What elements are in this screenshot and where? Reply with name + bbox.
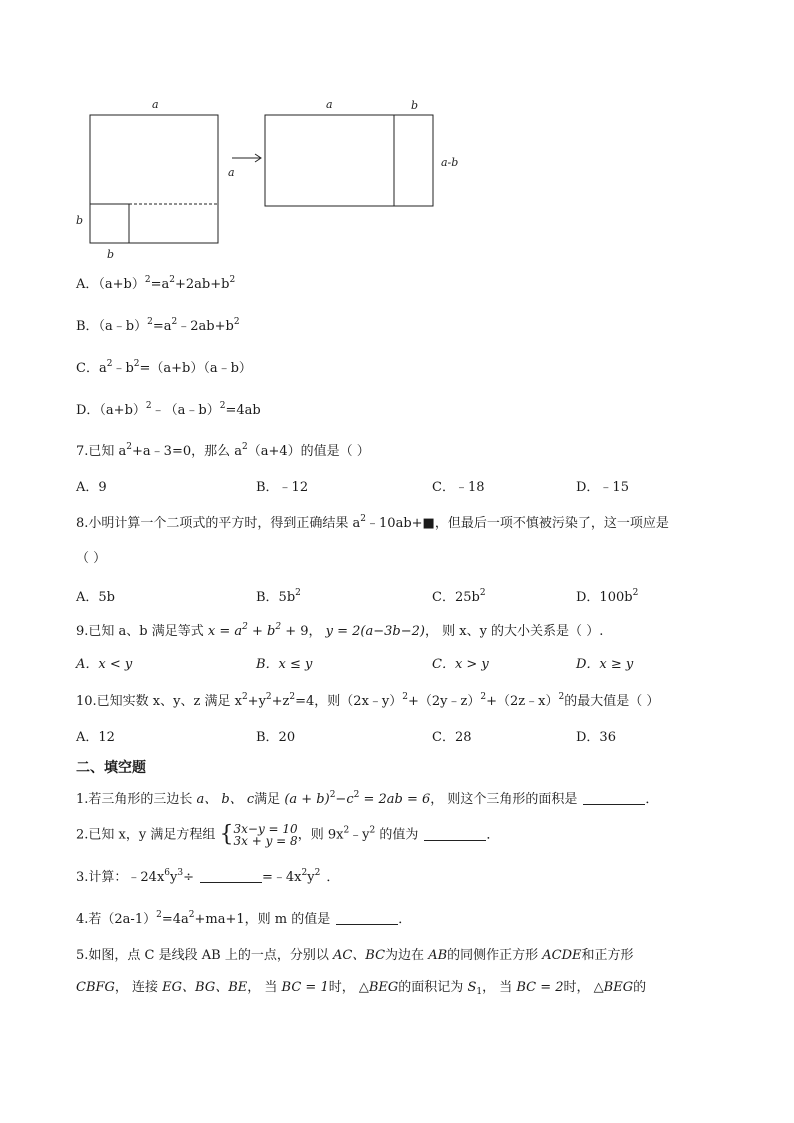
label-a-arrow: a — [228, 166, 235, 179]
q7-option-c: C．﹣18 — [432, 480, 485, 495]
q8-option-b: B．$5b^2$ — [256, 588, 301, 605]
q8-option-c: C．$25b^2$ — [432, 588, 486, 605]
equation-system: { 3x−y = 10 3x + y = 8 — [219, 822, 298, 848]
q9-option-c: C．x > y — [432, 657, 489, 672]
q8-option-d: D．$100b^2$ — [576, 588, 639, 605]
fill-4: 4.若$(2a-1)^2=4a^2+ma+1$，则 m 的值是 ． — [76, 910, 412, 927]
fill-2: 2.已知 x，y 满足方程组 { 3x−y = 10 3x + y = 8 ，则 $9x^2﹣y^2$ 的值为 ． — [76, 822, 500, 848]
label-b-bottom: b — [107, 248, 115, 261]
label-b-side: b — [76, 214, 84, 227]
q7-option-a: A．9 — [76, 480, 107, 495]
fill-2-blank[interactable] — [424, 828, 486, 841]
fill-3-blank[interactable] — [200, 870, 262, 883]
q6-option-d: D．$(a+b)^2﹣(a﹣b)^2=4ab$ — [76, 401, 261, 418]
q9-option-a: A．x < y — [76, 657, 133, 672]
q10-option-b: B．20 — [256, 730, 296, 745]
q9-stem: 9.已知 a、b 满足等式 $x = a^2 + b^2 + 9$， y = 2(a−3b−2)， 则 x、y 的大小关系是（ ）. — [76, 622, 604, 639]
fill-4-blank[interactable] — [336, 912, 398, 925]
q9-option-b: B．x ≤ y — [256, 657, 313, 672]
q8-stem-cont: （ ） — [76, 551, 107, 566]
label-b-top-right: b — [411, 99, 419, 112]
q8-stem: 8.小明计算一个二项式的平方时，得到正确结果 $a^2﹣10ab+■$，但最后一项不慎被污染了，这一项应是 — [76, 514, 669, 531]
square-rectangle-figure — [60, 90, 480, 270]
fill-1: 1.若三角形的三边长 a、 b、 c满足 $(a + b)^2-c^2 = 2ab = 6$， 则这个三角形的面积是 ． — [76, 790, 659, 807]
q8-option-a: A．5b — [76, 590, 115, 605]
label-a-top-left: a — [152, 98, 159, 111]
label-a-minus-b: a-b — [441, 156, 459, 169]
q7-option-b: B．﹣12 — [256, 480, 309, 495]
q10-option-c: C．28 — [432, 730, 472, 745]
q10-option-d: D．36 — [576, 730, 616, 745]
q6-option-c: C．$a^2﹣b^2=(a+b)(a﹣b)$ — [76, 359, 252, 376]
q7-stem: 7.已知 $a^2+a﹣3=0$，那么 $a^2(a+4)$的值是（ ） — [76, 442, 370, 459]
fill-5-line-2: CBFG， 连接 EG、BG、BE， 当 BC = 1时， △BEG的面积记为 $S_1$， 当 BC = 2时， △BEG的 — [76, 980, 647, 997]
fill-1-blank[interactable] — [583, 792, 645, 805]
q6-option-b: B．$(a﹣b)^2=a^2﹣2ab+b^2$ — [76, 317, 240, 334]
q10-option-a: A．12 — [76, 730, 115, 745]
fill-5-line-1: 5.如图，点 C 是线段 AB 上的一点，分别以 AC、BC为边在 AB的同侧作正方形 ACDE和正方形 — [76, 948, 634, 963]
q6-option-a: A．$(a+b)^2=a^2+2ab+b^2$ — [76, 275, 236, 292]
fill-3: 3.计算：$﹣24x^6y^3\div$ $=﹣4x^2y^2$ ． — [76, 868, 340, 885]
q10-stem: 10.已知实数 x、y、z 满足 $x^2+y^2+z^2=4$，则（2x﹣y）$^2$+（2y﹣z）$^2$+（2z﹣x）$^2$的最大值是（ ） — [76, 692, 660, 709]
rectangle — [265, 115, 433, 206]
section-heading: 二、填空题 — [76, 760, 146, 776]
white-mask — [91, 205, 128, 242]
q7-option-d: D．﹣15 — [576, 480, 629, 495]
label-a-top-right: a — [326, 98, 333, 111]
q9-option-d: D．x ≥ y — [576, 657, 634, 672]
